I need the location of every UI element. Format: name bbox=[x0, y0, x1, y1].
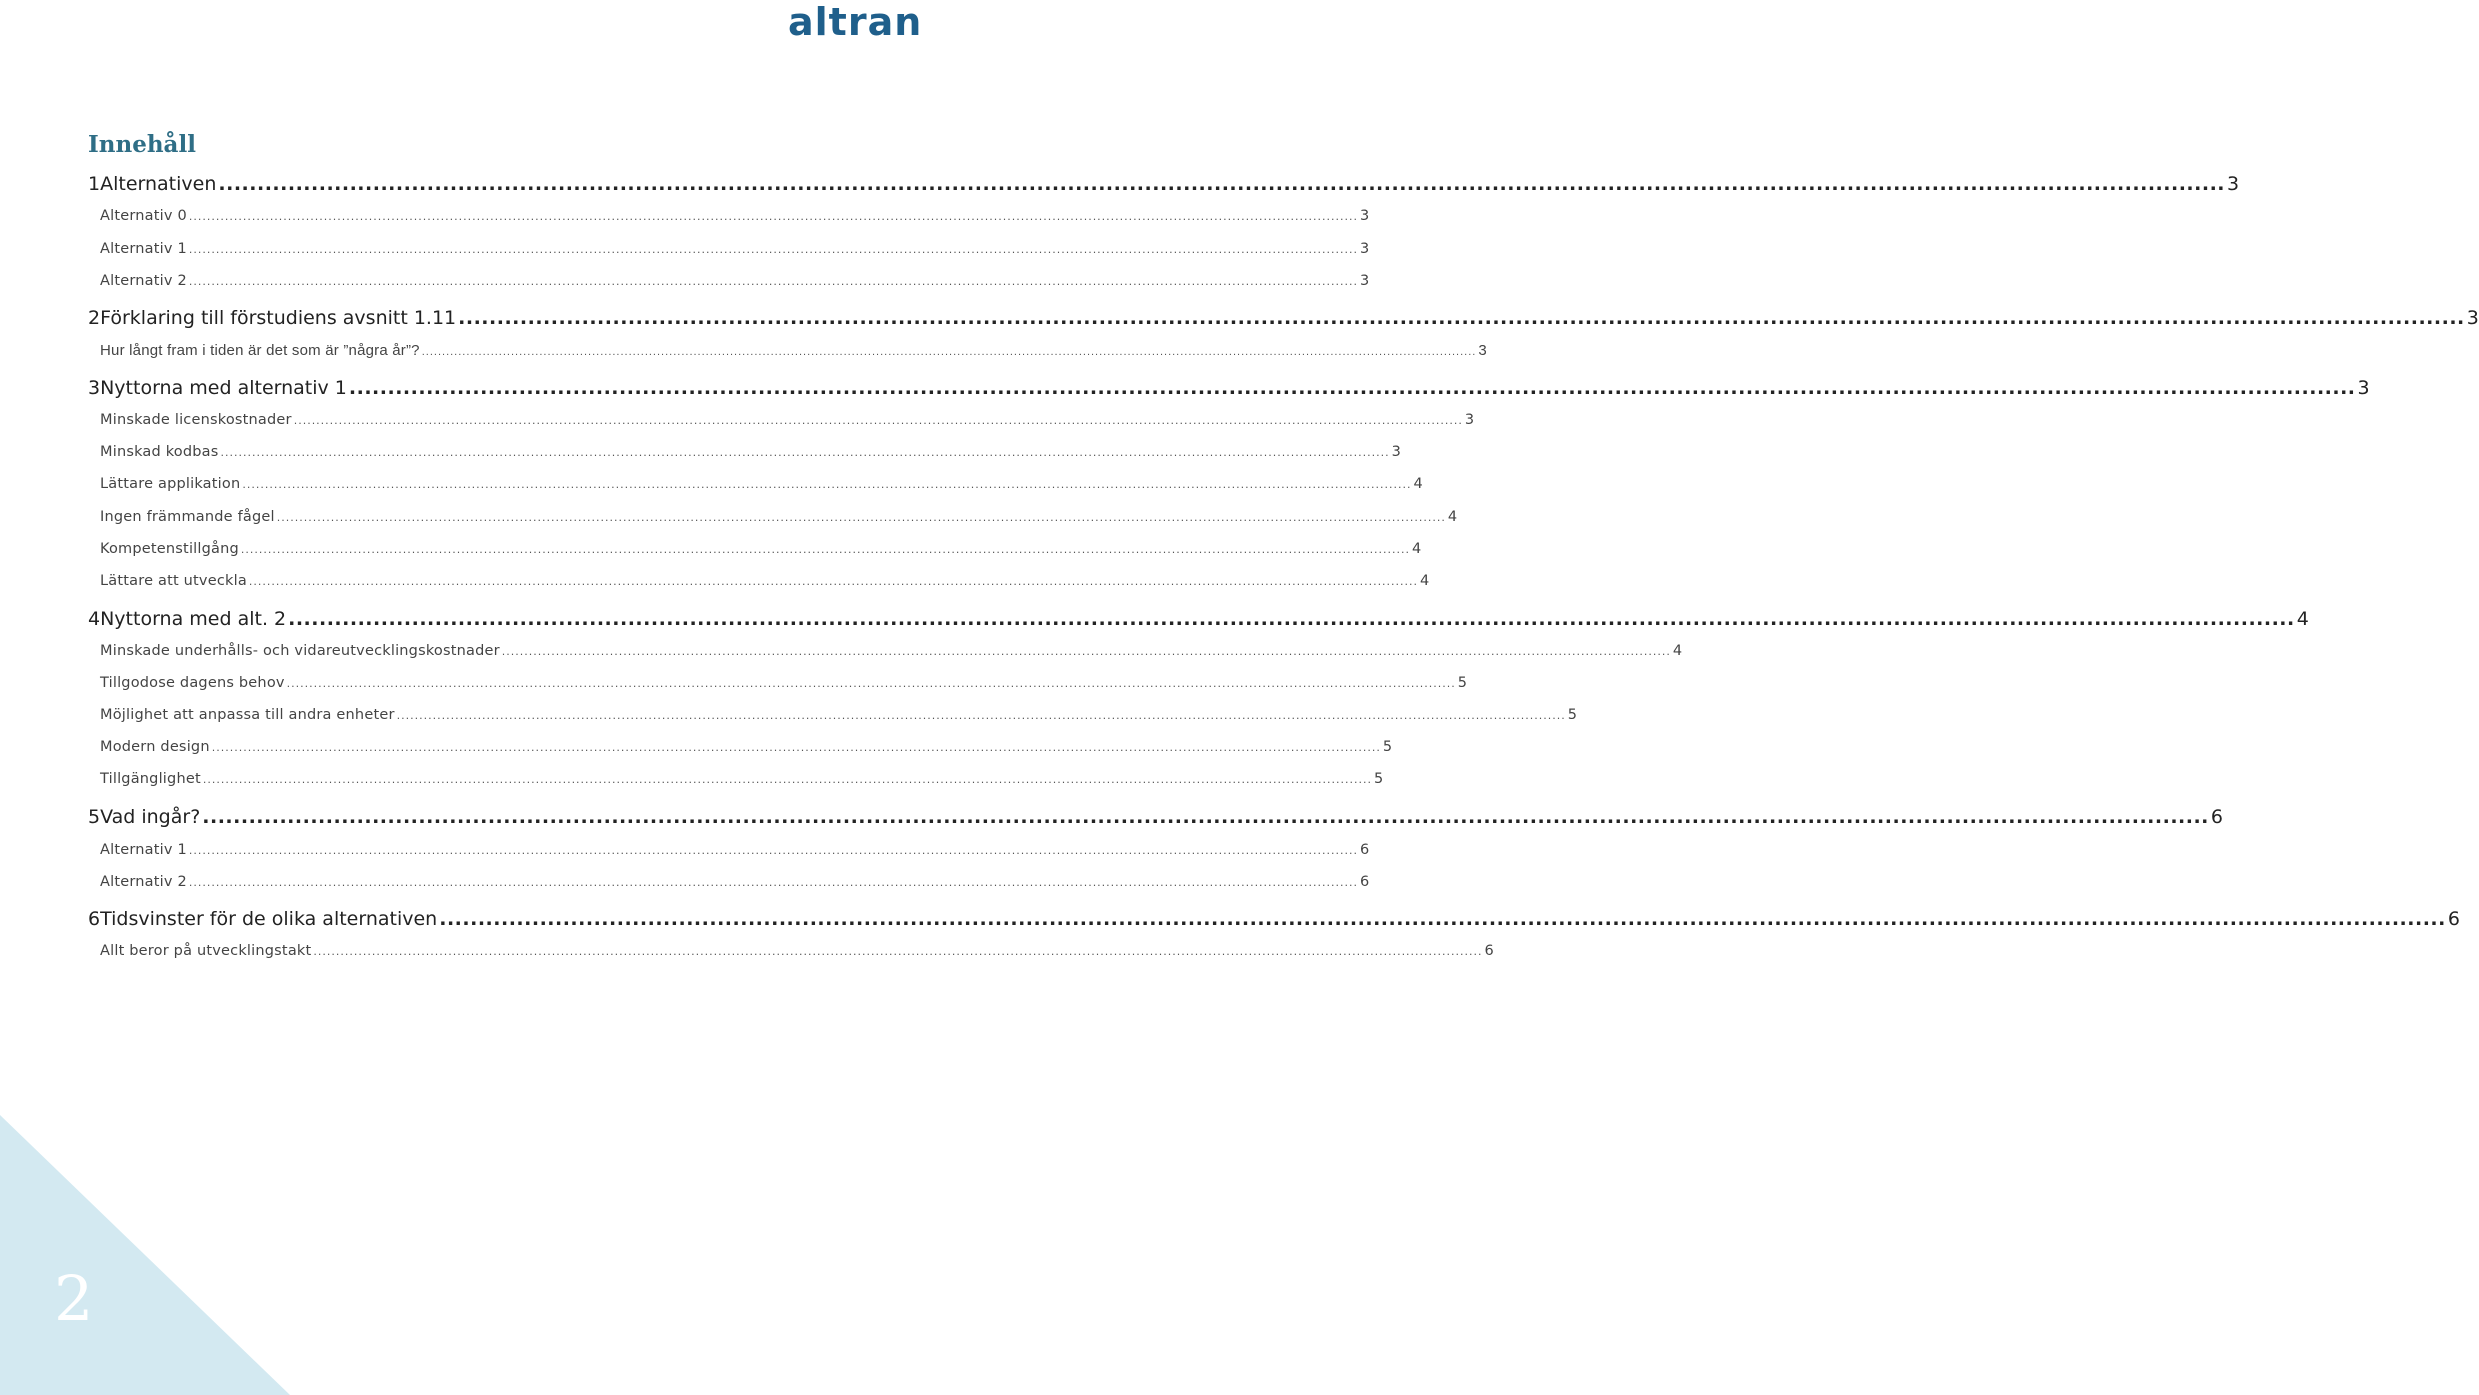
toc-subentry[interactable] bbox=[100, 842, 1370, 858]
toc-dot-leader: .................................................................................................................................................................................................................................................................... bbox=[501, 645, 1671, 658]
toc-subentry[interactable] bbox=[100, 874, 1370, 890]
toc-dot-leader: .................................................................................................................................................................................................................................................................... bbox=[348, 377, 2356, 399]
toc-entry-label: Allt beror på utvecklingstakt bbox=[100, 943, 312, 959]
toc-entry-label: Minskad kodbas bbox=[100, 444, 219, 460]
toc-page-number: 6 bbox=[1360, 842, 1370, 858]
toc-heading-entry[interactable] bbox=[88, 307, 2479, 329]
toc-page-number: 4 bbox=[2296, 608, 2309, 630]
toc-entry-label: Minskade licenskostnader bbox=[100, 412, 292, 428]
toc-entry-label: Alternativ 1 bbox=[100, 842, 187, 858]
toc-subentry[interactable] bbox=[100, 208, 1370, 224]
toc-subentry[interactable] bbox=[100, 444, 1402, 460]
toc-dot-leader: .................................................................................................................................................................................................................................................................... bbox=[313, 945, 1483, 958]
toc-entry-label: Nyttorna med alt. 2 bbox=[100, 608, 287, 630]
toc-entry-number: 3 bbox=[88, 377, 101, 399]
toc-dot-leader: .................................................................................................................................................................................................................................................................... bbox=[458, 307, 2465, 329]
toc-page-number: 3 bbox=[1464, 412, 1475, 428]
toc-entry-label: Hur långt fram i tiden är det som är ”några år”? bbox=[100, 342, 420, 359]
toc-page-number: 4 bbox=[1420, 573, 1430, 589]
toc-entry-label: Kompetenstillgång bbox=[100, 541, 239, 557]
toc-entry-label: Alternativ 2 bbox=[100, 874, 187, 890]
toc-dot-leader: .................................................................................................................................................................................................................................................................... bbox=[188, 210, 1358, 223]
toc-entry-label: Modern design bbox=[100, 739, 210, 755]
toc-subentry[interactable] bbox=[100, 541, 1422, 557]
toc-dot-leader: .................................................................................................................................................................................................................................................................... bbox=[421, 346, 1477, 358]
toc-subentry[interactable] bbox=[100, 771, 1384, 787]
toc-page-number: 4 bbox=[1412, 541, 1422, 557]
toc-page-number: 3 bbox=[1360, 208, 1370, 224]
toc-entry-label: Vad ingår? bbox=[100, 806, 201, 828]
toc-subentry[interactable] bbox=[100, 943, 1494, 959]
toc-dot-leader: .................................................................................................................................................................................................................................................................... bbox=[202, 806, 2209, 828]
toc-dot-leader: .................................................................................................................................................................................................................................................................... bbox=[248, 575, 1419, 588]
toc-entry-number: 5 bbox=[88, 806, 101, 828]
toc-page-number: 5 bbox=[1373, 771, 1384, 787]
toc-page-number: 3 bbox=[1360, 273, 1370, 289]
toc-dot-leader: .................................................................................................................................................................................................................................................................... bbox=[439, 908, 2446, 930]
toc-entry-label: Tillgänglighet bbox=[100, 771, 201, 787]
toc-entry-label: Förklaring till förstudiens avsnitt 1.11 bbox=[100, 307, 457, 329]
toc-subentry[interactable] bbox=[100, 509, 1458, 525]
toc-entry-label: Lättare att utveckla bbox=[100, 573, 247, 589]
toc-entry-label: Tillgodose dagens behov bbox=[100, 675, 285, 691]
toc-dot-leader: .................................................................................................................................................................................................................................................................... bbox=[202, 773, 1372, 786]
toc-dot-leader: .................................................................................................................................................................................................................................................................... bbox=[396, 709, 1566, 722]
toc-entry-number: 2 bbox=[88, 307, 101, 329]
toc-page-number: 3 bbox=[1478, 342, 1487, 359]
toc-subentry[interactable] bbox=[100, 342, 1487, 359]
toc-page-number: 3 bbox=[2357, 377, 2370, 399]
toc-heading-entry[interactable] bbox=[88, 608, 2309, 630]
toc-dot-leader: .................................................................................................................................................................................................................................................................... bbox=[220, 446, 1390, 459]
toc-entry-label: Lättare applikation bbox=[100, 476, 241, 492]
toc-subentry[interactable] bbox=[100, 643, 1683, 659]
toc-title: Innehåll bbox=[88, 131, 196, 158]
toc-page-number: 5 bbox=[1567, 707, 1578, 723]
toc-heading-entry[interactable] bbox=[88, 908, 2460, 930]
toc-dot-leader: .................................................................................................................................................................................................................................................................... bbox=[188, 243, 1358, 256]
toc-subentry[interactable] bbox=[100, 273, 1370, 289]
toc-page-number: 5 bbox=[1457, 675, 1468, 691]
toc-page-number: 3 bbox=[2466, 307, 2479, 329]
toc-dot-leader: .................................................................................................................................................................................................................................................................... bbox=[276, 511, 1446, 524]
toc-heading-entry[interactable] bbox=[88, 173, 2240, 195]
toc-entry-label: Nyttorna med alternativ 1 bbox=[100, 377, 347, 399]
toc-dot-leader: .................................................................................................................................................................................................................................................................... bbox=[293, 414, 1463, 427]
toc-entry-label: Alternativ 2 bbox=[100, 273, 187, 289]
toc-entry-label: Alternativ 0 bbox=[100, 208, 187, 224]
toc-dot-leader: .................................................................................................................................................................................................................................................................... bbox=[188, 876, 1358, 889]
altran-logo-text: altran bbox=[788, 0, 923, 44]
toc-page-number: 4 bbox=[1672, 643, 1683, 659]
toc-entry-number: 1 bbox=[88, 173, 101, 195]
toc-entry-label: Alternativ 1 bbox=[100, 241, 187, 257]
toc-page-number: 3 bbox=[1391, 444, 1402, 460]
toc-dot-leader: .................................................................................................................................................................................................................................................................... bbox=[242, 478, 1412, 491]
toc-page-number: 6 bbox=[1484, 943, 1494, 959]
toc-dot-leader: .................................................................................................................................................................................................................................................................... bbox=[188, 275, 1358, 288]
corner-decoration bbox=[0, 1115, 290, 1395]
toc-page-number: 6 bbox=[1360, 874, 1370, 890]
toc-page-number: 6 bbox=[2210, 806, 2223, 828]
toc-heading-entry[interactable] bbox=[88, 377, 2370, 399]
toc-subentry[interactable] bbox=[100, 412, 1475, 428]
toc-dot-leader: .................................................................................................................................................................................................................................................................... bbox=[211, 741, 1381, 754]
toc-dot-leader: .................................................................................................................................................................................................................................................................... bbox=[188, 844, 1358, 857]
toc-entry-label: Tidsvinster för de olika alternativen bbox=[100, 908, 438, 930]
toc-entry-label: Ingen främmande fågel bbox=[100, 509, 275, 525]
toc-page-number: 3 bbox=[2227, 173, 2240, 195]
altran-logo bbox=[788, 0, 952, 44]
toc-entry-number: 4 bbox=[88, 608, 101, 630]
toc-page-number: 5 bbox=[1382, 739, 1393, 755]
toc-subentry[interactable] bbox=[100, 241, 1370, 257]
toc-entry-number: 6 bbox=[88, 908, 101, 930]
toc-subentry[interactable] bbox=[100, 476, 1423, 492]
toc-entry-label: Alternativen bbox=[100, 173, 217, 195]
toc-dot-leader: .................................................................................................................................................................................................................................................................... bbox=[218, 173, 2226, 195]
toc-dot-leader: .................................................................................................................................................................................................................................................................... bbox=[288, 608, 2295, 630]
toc-page-number: 3 bbox=[1360, 241, 1370, 257]
toc-page-number: 4 bbox=[1447, 509, 1458, 525]
page-number: 2 bbox=[54, 1262, 94, 1335]
toc-page-number: 6 bbox=[2447, 908, 2460, 930]
toc-subentry[interactable] bbox=[100, 739, 1393, 755]
toc-entry-label: Minskade underhålls- och vidareutvecklingskostnader bbox=[100, 643, 500, 659]
toc-dot-leader: .................................................................................................................................................................................................................................................................... bbox=[240, 543, 1411, 556]
toc-subentry[interactable] bbox=[100, 573, 1430, 589]
toc-subentry[interactable] bbox=[100, 707, 1578, 723]
toc-subentry[interactable] bbox=[100, 675, 1468, 691]
toc-heading-entry[interactable] bbox=[88, 806, 2223, 828]
corner-triangle bbox=[0, 1115, 290, 1395]
toc-dot-leader: .................................................................................................................................................................................................................................................................... bbox=[286, 677, 1456, 690]
toc-page-number: 4 bbox=[1413, 476, 1423, 492]
toc-entry-label: Möjlighet att anpassa till andra enheter bbox=[100, 707, 395, 723]
